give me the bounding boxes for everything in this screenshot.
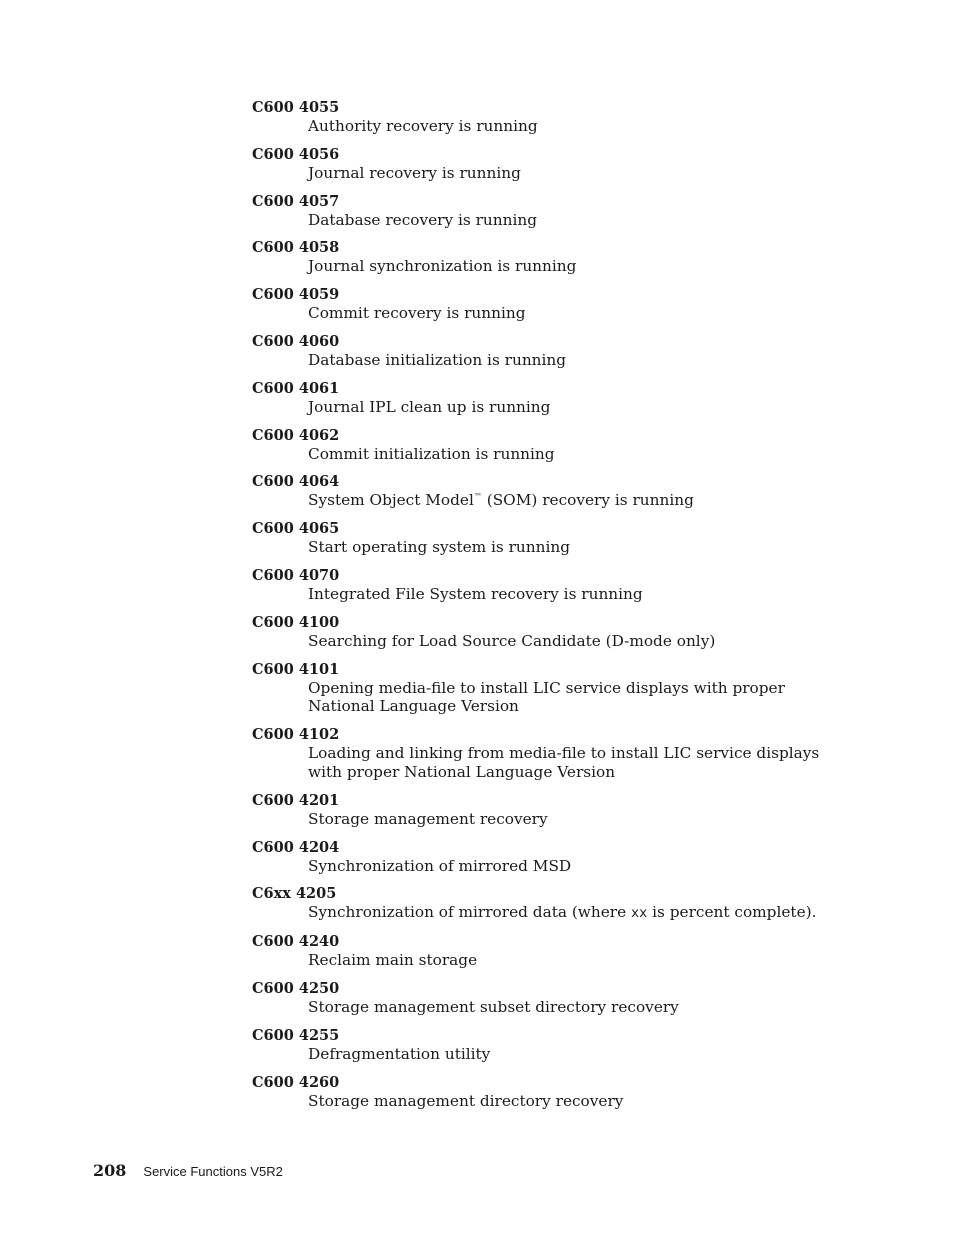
reference-code-description: Defragmentation utility [308, 1044, 491, 1063]
reference-code-entry [252, 792, 832, 829]
reference-code-description [308, 491, 832, 510]
reference-code-description [308, 903, 832, 923]
page-number: 208 [93, 1161, 127, 1180]
reference-code-description: Reclaim main storage [308, 951, 478, 970]
reference-code: C600 4061 [252, 379, 340, 397]
reference-code-description: Database recovery is running [308, 210, 537, 229]
reference-code-description: Database initialization is running [308, 350, 567, 369]
reference-code-entry [252, 193, 832, 230]
reference-code: C600 4064 [252, 473, 340, 491]
reference-code-description: Storage management directory recovery [308, 1091, 624, 1110]
reference-code-entry [252, 473, 832, 510]
reference-code: C600 4201 [252, 791, 340, 809]
reference-code: C600 4070 [252, 566, 340, 584]
page-footer [93, 1161, 283, 1183]
reference-code: C600 4062 [252, 426, 340, 444]
reference-code-entry [252, 726, 832, 782]
reference-code-entry [252, 1074, 832, 1111]
description-text: (SOM) recovery is running [481, 491, 694, 510]
reference-code-description: Storage management recovery [308, 809, 548, 828]
reference-code-entry [252, 99, 832, 136]
reference-code-entry [252, 980, 832, 1017]
reference-code-description: Commit recovery is running [308, 304, 526, 323]
reference-code-entry [252, 661, 832, 717]
reference-code-description: Commit initialization is running [308, 444, 555, 463]
reference-code: C600 4060 [252, 332, 340, 350]
reference-code: C600 4055 [252, 99, 340, 116]
reference-code-entry [252, 567, 832, 604]
trademark-symbol: ™ [473, 492, 482, 502]
reference-code-entry [252, 839, 832, 876]
reference-code: C600 4250 [252, 979, 340, 997]
reference-code-entry [252, 380, 832, 417]
reference-code-entry [252, 333, 832, 370]
reference-code-description: Journal recovery is running [308, 163, 521, 182]
reference-code: C600 4058 [252, 239, 340, 257]
reference-code-entry [252, 239, 832, 276]
reference-code-entry [252, 427, 832, 464]
reference-code-description: Searching for Load Source Candidate (D-mode only) [308, 631, 716, 650]
reference-code-entry [252, 520, 832, 557]
reference-code-entry [252, 885, 832, 923]
reference-code-description: Loading and linking from media-file to install LIC service displays with proper National Language Version [308, 744, 820, 781]
reference-code: C600 4204 [252, 838, 340, 856]
reference-code-entry [252, 286, 832, 323]
reference-code-entry [252, 1027, 832, 1064]
reference-code-description: Start operating system is running [308, 538, 571, 557]
reference-code: C600 4100 [252, 613, 340, 631]
reference-code: C600 4065 [252, 520, 340, 538]
reference-code-entry [252, 933, 832, 970]
variable-placeholder: xx [631, 905, 648, 922]
reference-code: C600 4255 [252, 1026, 340, 1044]
reference-code-description: Storage management subset directory recovery [308, 997, 679, 1016]
reference-code: C600 4101 [252, 660, 340, 678]
reference-code: C600 4260 [252, 1073, 340, 1091]
reference-code: C600 4057 [252, 192, 340, 210]
reference-code-description: Journal IPL clean up is running [308, 397, 551, 416]
reference-code-description: Journal synchronization is running [308, 257, 577, 276]
reference-code: C600 4059 [252, 286, 340, 304]
reference-code-entry [252, 614, 832, 651]
reference-code: C600 4056 [252, 145, 340, 163]
reference-code-description: Authority recovery is running [308, 117, 538, 135]
description-text: is percent complete). [647, 903, 817, 922]
reference-code-entry [252, 146, 832, 183]
reference-code: C600 4240 [252, 933, 340, 951]
reference-code-list [252, 99, 832, 1120]
reference-code: C6xx 4205 [252, 885, 337, 903]
description-text: Synchronization of mirrored data (where [308, 903, 632, 922]
reference-code: C600 4102 [252, 726, 340, 744]
reference-code-description: Synchronization of mirrored MSD [308, 856, 572, 875]
reference-code-description: Opening media-file to install LIC service displays with proper National Language Version [308, 678, 785, 716]
description-text: System Object Model [308, 491, 474, 510]
document-title: Service Functions V5R2 [143, 1164, 283, 1179]
reference-code-description: Integrated File System recovery is running [308, 584, 643, 603]
